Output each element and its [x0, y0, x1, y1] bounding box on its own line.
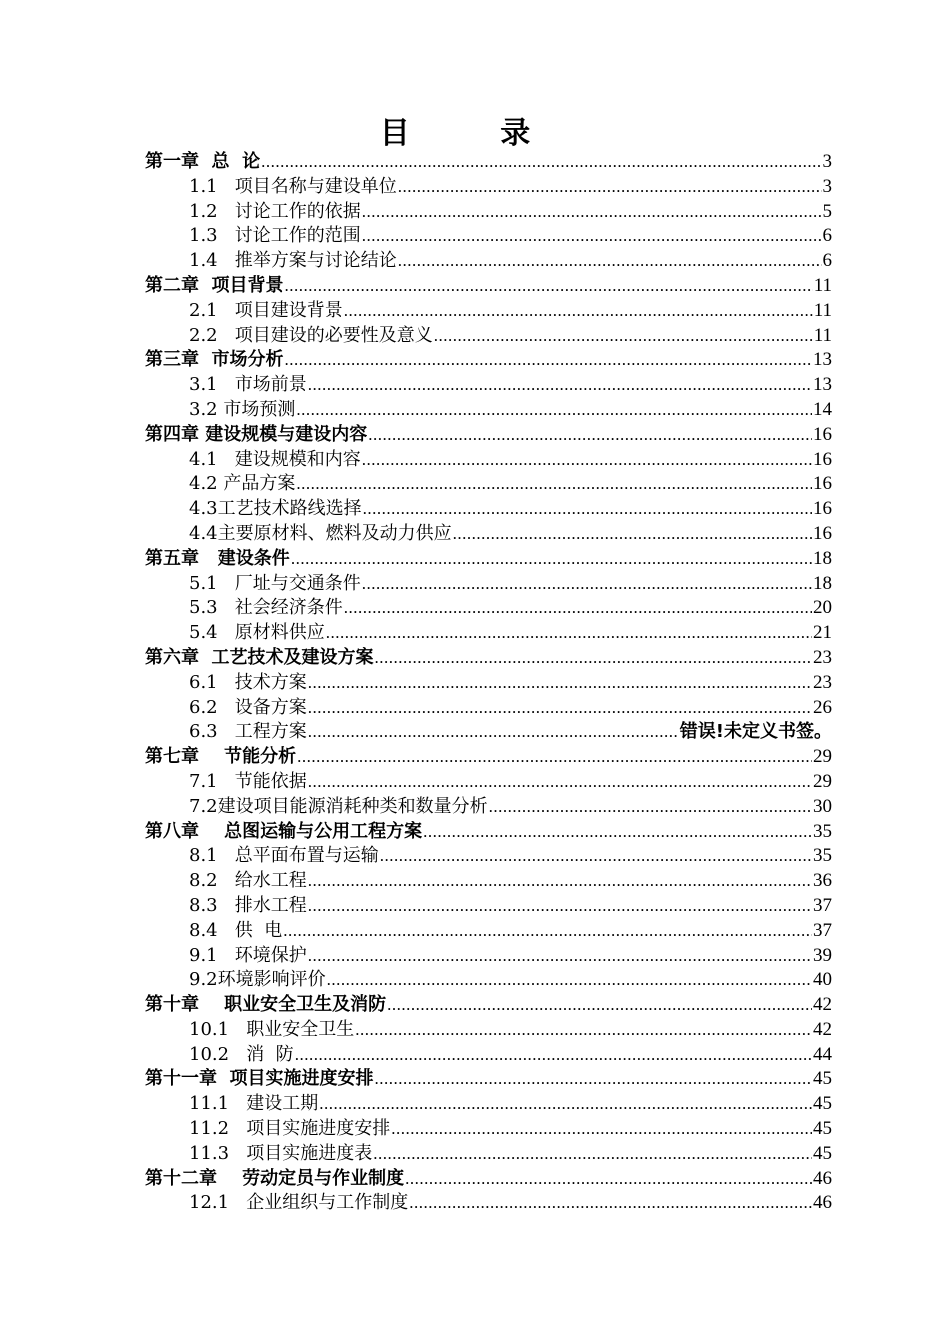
toc-section-entry[interactable] [145, 1043, 832, 1068]
toc-chapter-entry[interactable] [145, 274, 832, 299]
toc-chapter-entry[interactable] [145, 993, 832, 1018]
toc-entry-title: 第七章 节能分析 [145, 746, 297, 768]
toc-section-entry[interactable] [145, 373, 832, 398]
toc-entry-title: 1.1 项目名称与建设单位 [189, 175, 397, 197]
toc-entry-title: 7.2建设项目能源消耗种类和数量分析 [189, 795, 488, 817]
toc-section-entry[interactable] [145, 696, 832, 721]
toc-entry-title: 第六章 工艺技术及建设方案 [145, 646, 374, 668]
toc-section-entry[interactable] [145, 224, 832, 249]
toc-section-entry[interactable] [145, 968, 832, 993]
dot-leader [380, 844, 812, 869]
toc-entry-title: 4.4主要原材料、燃料及动力供应 [189, 522, 452, 544]
toc-entry-title: 第三章 市场分析 [145, 349, 284, 371]
dot-leader [489, 795, 812, 820]
toc-page-number: 37 [813, 894, 832, 916]
toc-page-number: 23 [813, 671, 832, 693]
toc-page-number: 13 [813, 349, 832, 371]
dot-leader [373, 1142, 812, 1167]
toc-page-number: 29 [813, 770, 832, 792]
toc-section-entry[interactable] [145, 398, 832, 423]
toc-chapter-entry[interactable] [145, 150, 832, 175]
toc-section-entry[interactable] [145, 1092, 832, 1117]
dot-leader [434, 324, 813, 349]
toc-page-number: 6 [822, 225, 832, 247]
toc-section-entry[interactable] [145, 944, 832, 969]
table-of-contents [145, 150, 832, 1216]
toc-entry-title: 5.3 社会经济条件 [189, 597, 343, 619]
toc-section-entry[interactable] [145, 720, 832, 745]
toc-page-number: 42 [813, 1018, 832, 1040]
toc-page-number: 45 [813, 1142, 832, 1164]
toc-section-entry[interactable] [145, 522, 832, 547]
dot-leader [261, 150, 821, 175]
toc-section-entry[interactable] [145, 175, 832, 200]
toc-entry-title: 1.2 讨论工作的依据 [189, 200, 361, 222]
toc-chapter-entry[interactable] [145, 547, 832, 572]
toc-page-number: 11 [813, 299, 832, 321]
toc-entry-title: 第五章 建设条件 [145, 547, 290, 569]
toc-page-number: 42 [813, 994, 832, 1016]
toc-section-entry[interactable] [145, 844, 832, 869]
toc-entry-title: 4.3工艺技术路线选择 [189, 498, 362, 520]
toc-entry-title: 9.2环境影响评价 [189, 969, 326, 991]
toc-page-number: 29 [813, 746, 832, 768]
toc-section-entry[interactable] [145, 572, 832, 597]
toc-entry-title: 5.1 厂址与交通条件 [189, 572, 361, 594]
toc-entry-title: 10.2 消 防 [189, 1043, 294, 1065]
toc-page-number: 20 [813, 597, 832, 619]
toc-section-entry[interactable] [145, 919, 832, 944]
toc-entry-title: 11.3 项目实施进度表 [189, 1142, 373, 1164]
dot-leader [291, 547, 812, 572]
toc-entry-title: 第十二章 劳动定员与作业制度 [145, 1167, 405, 1189]
dot-leader [362, 448, 812, 473]
toc-page-number: 3 [822, 151, 832, 172]
toc-section-entry[interactable] [145, 1142, 832, 1167]
toc-page-number: 45 [813, 1118, 832, 1140]
toc-page-number: 16 [813, 498, 832, 520]
toc-entry-title: 4.2 产品方案 [189, 473, 296, 495]
toc-section-entry[interactable] [145, 249, 832, 274]
toc-chapter-entry[interactable] [145, 1067, 832, 1092]
toc-entry-title: 5.4 原材料供应 [189, 622, 325, 644]
dot-leader [308, 944, 812, 969]
dot-leader [355, 1018, 812, 1043]
toc-section-entry[interactable] [145, 596, 832, 621]
toc-entry-title: 8.2 给水工程 [189, 870, 307, 892]
dot-leader [387, 993, 812, 1018]
toc-section-entry[interactable] [145, 1018, 832, 1043]
toc-entry-title: 9.1 环境保护 [189, 944, 307, 966]
dot-leader [368, 423, 812, 448]
toc-entry-title: 第一章 总 论 [145, 151, 261, 172]
toc-entry-title: 2.1 项目建设背景 [189, 299, 343, 321]
toc-section-entry[interactable] [145, 894, 832, 919]
toc-page-number: 39 [813, 944, 832, 966]
toc-section-entry[interactable] [145, 200, 832, 225]
toc-page-number: 6 [822, 250, 832, 272]
dot-leader [308, 720, 679, 745]
toc-section-entry[interactable] [145, 869, 832, 894]
toc-entry-title: 8.3 排水工程 [189, 894, 307, 916]
dot-leader [375, 1067, 812, 1092]
dot-leader [398, 175, 822, 200]
dot-leader [453, 522, 812, 547]
toc-page-number: 16 [813, 522, 832, 544]
toc-page-number: 46 [813, 1167, 832, 1189]
dot-leader [308, 894, 812, 919]
toc-page-number: 21 [813, 622, 832, 644]
dot-leader [308, 696, 812, 721]
dot-leader [362, 200, 822, 225]
toc-page-number: 46 [813, 1192, 832, 1214]
toc-entry-title: 8.4 供 电 [189, 919, 283, 941]
toc-entry-title: 1.3 讨论工作的范围 [189, 225, 361, 247]
toc-entry-title: 2.2 项目建设的必要性及意义 [189, 324, 433, 346]
dot-leader [285, 348, 812, 373]
toc-section-entry[interactable] [145, 621, 832, 646]
dot-leader [327, 968, 812, 993]
toc-page-number: 36 [813, 870, 832, 892]
dot-leader [375, 646, 812, 671]
toc-chapter-entry[interactable] [145, 820, 832, 845]
toc-section-entry[interactable] [145, 770, 832, 795]
toc-section-entry[interactable] [145, 324, 832, 349]
toc-page-number: 11 [813, 324, 832, 346]
toc-page-number: 14 [813, 398, 832, 420]
toc-entry-title: 第十一章 项目实施进度安排 [145, 1068, 374, 1090]
toc-page-number: 30 [813, 795, 832, 817]
dot-leader [308, 671, 812, 696]
toc-page-number: 44 [813, 1043, 832, 1065]
toc-entry-title: 第八章 总图运输与公用工程方案 [145, 820, 423, 842]
toc-page-error: 错误!未定义书签。 [679, 721, 832, 743]
toc-page-number: 40 [813, 969, 832, 991]
toc-entry-title: 7.1 节能依据 [189, 770, 307, 792]
toc-chapter-entry[interactable] [145, 745, 832, 770]
toc-entry-title: 11.2 项目实施进度安排 [189, 1118, 391, 1140]
toc-page-number: 3 [822, 175, 832, 197]
toc-page-number: 18 [813, 572, 832, 594]
toc-page-number: 16 [813, 473, 832, 495]
toc-page-number: 23 [813, 646, 832, 668]
dot-leader [308, 770, 812, 795]
dot-leader [344, 596, 812, 621]
toc-page-number: 35 [813, 820, 832, 842]
toc-page-number: 18 [813, 547, 832, 569]
dot-leader [362, 224, 822, 249]
toc-section-entry[interactable] [145, 299, 832, 324]
toc-page-number: 16 [813, 448, 832, 470]
toc-entry-title: 3.1 市场前景 [189, 374, 307, 396]
toc-section-entry[interactable] [145, 1191, 832, 1216]
dot-leader [423, 820, 812, 845]
toc-section-entry[interactable] [145, 472, 832, 497]
toc-page-number: 45 [813, 1068, 832, 1090]
toc-entry-title: 6.2 设备方案 [189, 696, 307, 718]
toc-page-number: 11 [813, 274, 832, 296]
dot-leader [297, 745, 812, 770]
toc-chapter-entry[interactable] [145, 646, 832, 671]
dot-leader [398, 249, 822, 274]
dot-leader [326, 621, 812, 646]
toc-chapter-entry[interactable] [145, 423, 832, 448]
dot-leader [409, 1191, 812, 1216]
toc-entry-title: 第二章 项目背景 [145, 274, 284, 296]
toc-entry-title: 4.1 建设规模和内容 [189, 448, 361, 470]
toc-entry-title: 3.2 市场预测 [189, 398, 296, 420]
dot-leader [296, 472, 812, 497]
dot-leader [283, 919, 812, 944]
dot-leader [296, 398, 812, 423]
dot-leader [405, 1167, 812, 1192]
toc-page-number: 26 [813, 696, 832, 718]
toc-entry-title: 8.1 总平面布置与运输 [189, 845, 379, 867]
toc-entry-title: 第十章 职业安全卫生及消防 [145, 994, 387, 1016]
toc-entry-title: 11.1 建设工期 [189, 1093, 319, 1115]
toc-section-entry[interactable] [145, 1117, 832, 1142]
toc-page-number: 16 [813, 423, 832, 445]
toc-entry-title: 6.3 工程方案 [189, 721, 307, 743]
dot-leader [391, 1117, 812, 1142]
toc-section-entry[interactable] [145, 448, 832, 473]
toc-title: 目 录 [379, 116, 571, 151]
toc-entry-title: 12.1 企业组织与工作制度 [189, 1192, 409, 1214]
dot-leader [319, 1092, 812, 1117]
toc-entry-title: 6.1 技术方案 [189, 671, 307, 693]
toc-page-number: 35 [813, 845, 832, 867]
dot-leader [344, 299, 813, 324]
dot-leader [308, 869, 812, 894]
dot-leader [295, 1043, 812, 1068]
dot-leader [363, 497, 812, 522]
toc-page-number: 5 [822, 200, 832, 222]
toc-entry-title: 1.4 推举方案与讨论结论 [189, 250, 397, 272]
toc-entry-title: 第四章 建设规模与建设内容 [145, 423, 368, 445]
dot-leader [285, 274, 813, 299]
toc-entry-title: 10.1 职业安全卫生 [189, 1018, 355, 1040]
toc-page-number: 37 [813, 919, 832, 941]
toc-page-number: 13 [813, 374, 832, 396]
toc-section-entry[interactable] [145, 671, 832, 696]
dot-leader [362, 572, 812, 597]
toc-page-number: 45 [813, 1093, 832, 1115]
toc-chapter-entry[interactable] [145, 348, 832, 373]
toc-chapter-entry[interactable] [145, 1167, 832, 1192]
toc-section-entry[interactable] [145, 795, 832, 820]
dot-leader [308, 373, 812, 398]
toc-section-entry[interactable] [145, 497, 832, 522]
